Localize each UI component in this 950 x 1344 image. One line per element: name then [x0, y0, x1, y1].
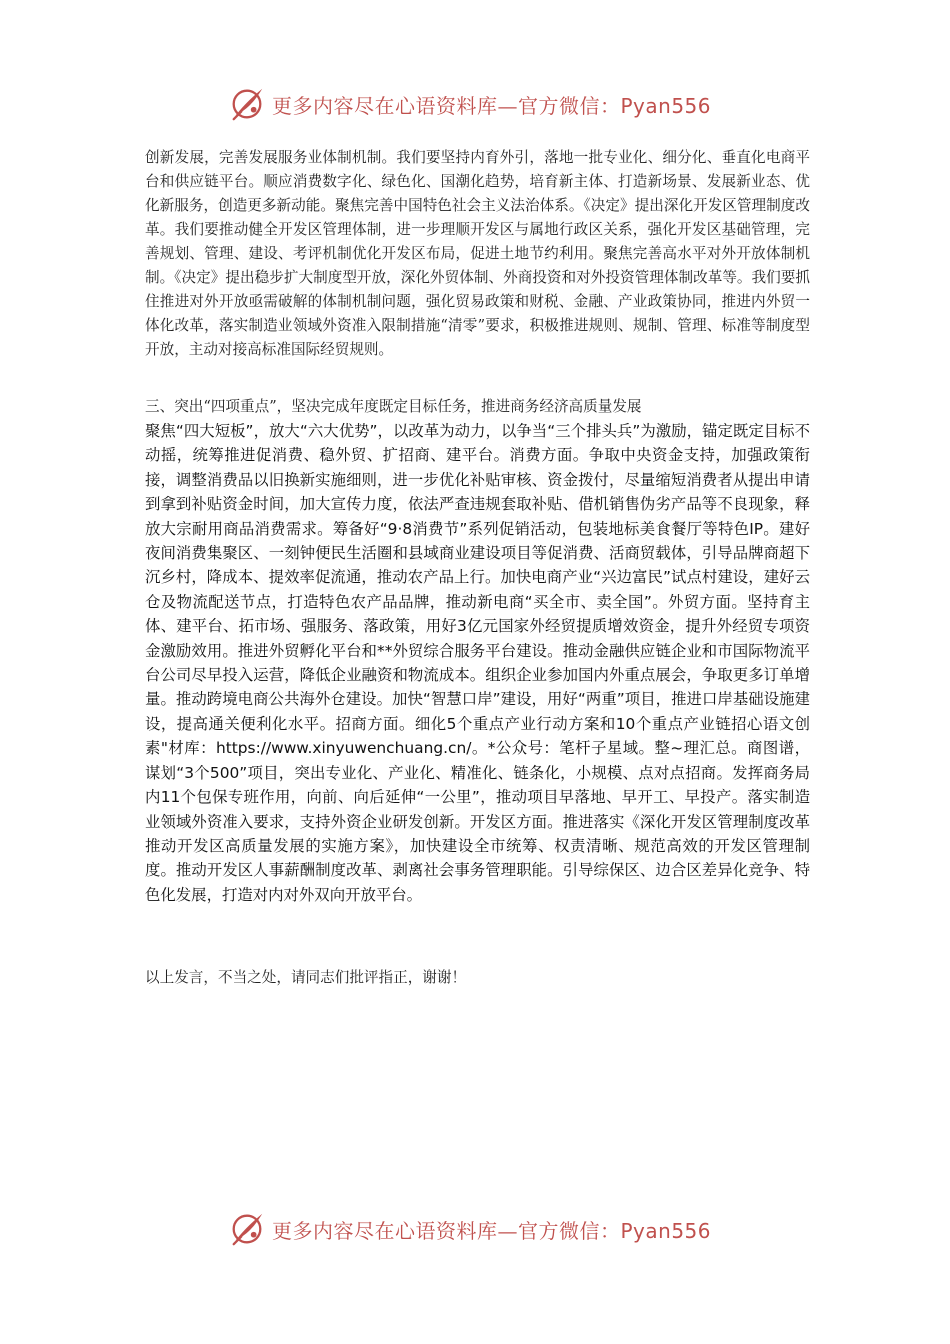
wechat-account: Pyan556 — [620, 93, 712, 118]
header-banner — [228, 84, 748, 124]
footer-banner — [228, 1209, 748, 1249]
paragraph-text: 聚焦“四大短板”，放大“六大优势”，以改革为动力，以争当“三个排头兵”为激励，锚定既定目标不动摇，统筹推进促消费、稳外贸、扩招商、建平台。消费方面。争取中央资金支持，加强政策衔接，调整消费品以旧换新实施细则，进一步优化补贴审核、资金拨付，尽量缩短消费者从提出申请到拿到补贴资金时间，加大宣传力度，依法严查违规套取补贴、借机销售伪劣产品等不良现象，释放大宗耐用商品消费需求。筹备好“9·8消费节”系列促销活动，包装地标美食餐厅等特色IP。建好夜间消费集聚区、一刻钟便民生活圈和县域商业建设项目等促消费、活商贸载体，引导品牌商超下沉乡村，降成本、提效率促流通，推动农产品上行。加快电商产业“兴边富民”试点村建设，建好云仓及物流配送节点，打造特色农产品品牌，推动新电商“买全市、卖全国”。外贸方面。坚持育主体、建平台、拓市场、强服务、落政策，用好3亿元国家外经贸提质增效资金，提升外经贸专项资金激励效用。推进外贸孵化平台和**外贸综合服务平台建设。推动金融供应链企业和市国际物流平台公司尽早投入运营，降低企业融资和物流成本。组织企业参加国内外重点展会，争取更多订单增量。推动跨境电商公共海外仓建设。加快“智慧口岸”建设，用好“两重”项目，推进口岸基础设施建设，提高通关便利化水平。招商方面。细化5个重点产业行动方案和10个重点产业链招心语文创素"材库：https://www.xinyuwenchuang.cn/。*公众号：笔杆子星域。整~理汇总。商图谱，谋划“3个500”项目，突出专业化、产业化、精准化、链条化，小规模、点对点招商。发挥商务局内11个包保专班作用，向前、向后延伸“一公里”，推动项目早落地、早开工、早投产。落实制造业领域外资准入要求，支持外资企业研发创新。开发区方面。推进落实《深化开发区管理制度改革推动开发区高质量发展的实施方案》，加快建设全市统筹、权责清晰、规范高效的开发区管理制度。推动开发区人事薪酬制度改革、剥离社会事务管理职能。引导综保区、边合区差异化竞争、特色化发展，打造对内对外双向开放平台。 — [145, 422, 810, 904]
paragraph-text: 创新发展，完善发展服务业体制机制。我们要坚持内育外引，落地一批专业化、细分化、垂直化电商平台和供应链平台。顺应消费数字化、绿色化、国潮化趋势，培育新主体、打造新场景、发展新业态、优化新服务，创造更多新动能。聚焦完善中国特色社会主义法治体系。《决定》提出深化开发区管理制度改革。我们要推动健全开发区管理体制，进一步理顺开发区与属地行政区关系，强化开发区基础管理，完善规划、管理、建设、考评机制优化开发区布局，促进土地节约利用。聚焦完善高水平对外开放体制机制。《决定》提出稳步扩大制度型开放，深化外贸体制、外商投资和对外投资管理体制改革等。我们要抓住推进对外开放亟需破解的体制机制问题，强化贸易政策和财税、金融、产业政策协同，推进内外贸一体化改革，落实制造业领域外资准入限制措施“清零”要求，积极推进规则、规制、管理、标准等制度型开放，主动对接高标准国际经贸规则。 — [145, 149, 810, 358]
paragraph-intro — [145, 146, 810, 362]
section-heading: 三、突出“四项重点”，坚决完成年度既定目标任务，推进商务经济高质量发展 — [145, 398, 642, 415]
closing-remark: 以上发言，不当之处，请同志们批评指正，谢谢！ — [145, 969, 467, 986]
quill-logo-icon — [228, 1210, 266, 1248]
banner-text: 更多内容尽在心语资料库—官方微信：Pyan556 — [272, 93, 712, 118]
paragraph-section-three — [145, 419, 810, 907]
quill-logo-icon — [228, 85, 266, 123]
wechat-account: Pyan556 — [620, 1218, 712, 1243]
banner-text: 更多内容尽在心语资料库—官方微信：Pyan556 — [272, 1218, 712, 1243]
